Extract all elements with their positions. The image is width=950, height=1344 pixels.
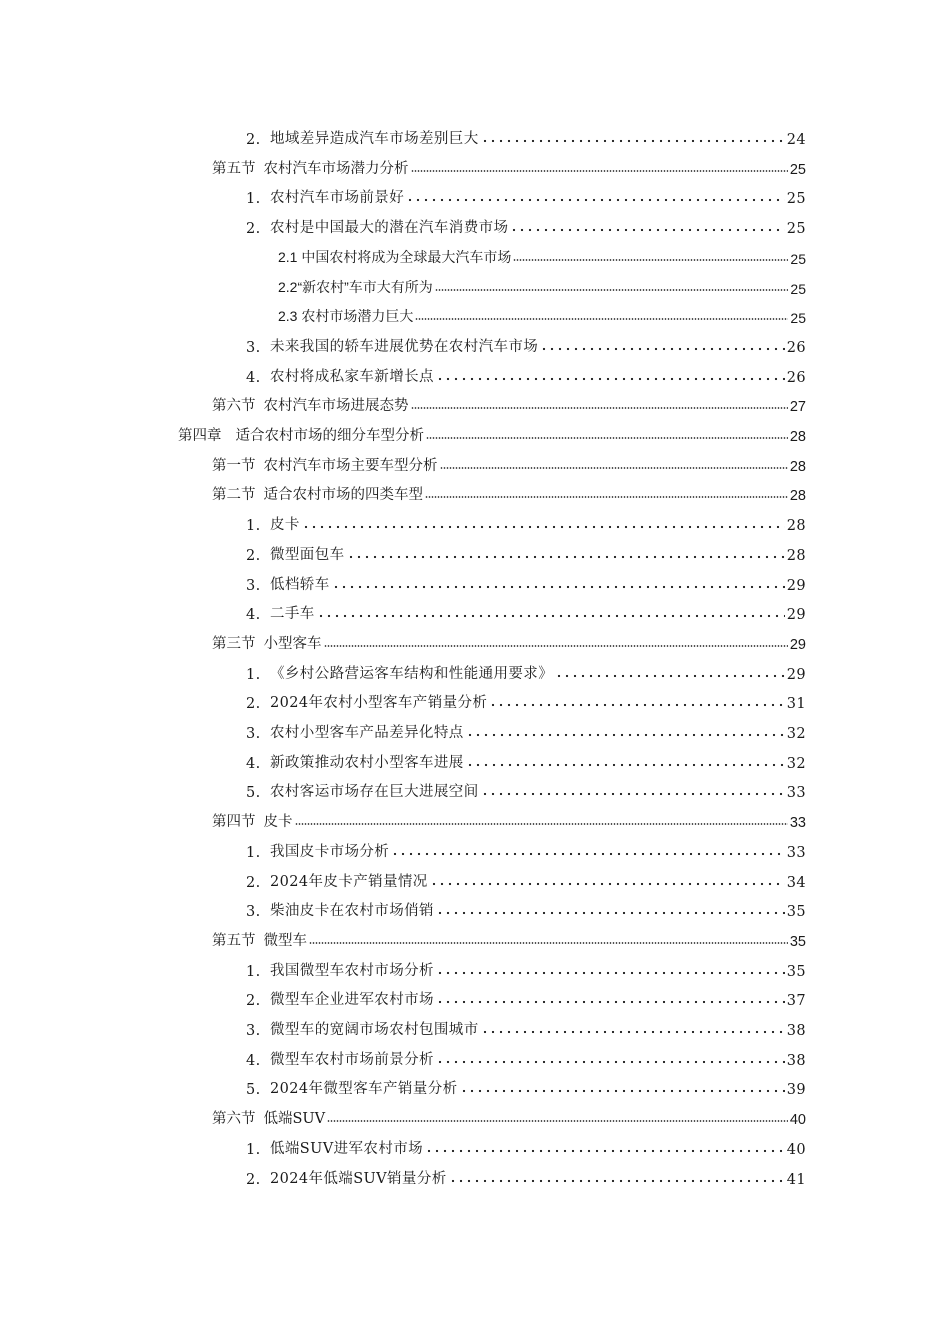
dot-leader — [415, 316, 788, 322]
toc-page-number: 38 — [786, 1023, 806, 1039]
toc-entry-title: 适合农村市场的四类车型 — [263, 487, 423, 503]
toc-page-number: 26 — [786, 370, 806, 386]
toc-entry-number: 1. — [246, 667, 261, 683]
toc-page-number: 32 — [786, 726, 806, 742]
toc-entry-number: 5. — [246, 785, 261, 801]
dot-leader — [489, 702, 784, 708]
toc-entry-title: 2024年皮卡产销量情况 — [270, 874, 428, 890]
dot-leader — [436, 970, 785, 976]
toc-item-entry[interactable] — [246, 542, 806, 564]
toc-item-entry[interactable] — [246, 572, 806, 594]
toc-entry-title: 2.1 中国农村将成为全球最大汽车市场 — [278, 249, 512, 265]
toc-entry-number: 第五节 — [212, 161, 256, 177]
dot-leader — [466, 762, 785, 768]
toc-entry-number: 第六节 — [212, 398, 256, 414]
toc-entry-number: 4. — [246, 607, 261, 623]
toc-entry-number: 2. — [246, 696, 261, 712]
toc-entry-number: 1. — [246, 191, 261, 207]
toc-page-number: 24 — [786, 132, 806, 148]
toc-entry-number: 2. — [246, 132, 261, 148]
toc-entry-title: 农村小型客车产品差异化特点 — [270, 725, 464, 741]
toc-entry-number: 第一节 — [212, 458, 256, 474]
toc-page-number: 38 — [786, 1053, 806, 1069]
toc-item-entry[interactable] — [246, 126, 806, 148]
toc-item-entry[interactable] — [246, 1136, 806, 1158]
toc-page-number: 26 — [786, 340, 806, 356]
toc-entry-number: 第三节 — [212, 636, 256, 652]
toc-entry-title: 2.3 农村市场潜力巨大 — [278, 308, 414, 324]
dot-leader — [436, 910, 785, 916]
toc-page-number: 29 — [786, 607, 806, 623]
dot-leader — [436, 376, 785, 382]
toc-entry-number: 2. — [246, 993, 261, 1009]
dot-leader — [513, 257, 788, 263]
toc-page-number: 40 — [786, 1142, 806, 1158]
toc-item-entry[interactable] — [246, 750, 806, 772]
toc-entry-number: 4. — [246, 1053, 261, 1069]
toc-entry-title: 未来我国的轿车进展优势在农村汽车市场 — [270, 339, 539, 355]
toc-entry-title: 微型车的宽阔市场农村包围城市 — [270, 1022, 479, 1038]
toc-entry-title: 新政策推动农村小型客车进展 — [270, 755, 464, 771]
toc-entry-title: 农村将成私家车新增长点 — [270, 369, 434, 385]
toc-item-entry[interactable] — [246, 601, 806, 623]
toc-entry-number: 2. — [246, 875, 261, 891]
toc-page-number: 32 — [786, 756, 806, 772]
toc-item-entry[interactable] — [246, 1047, 806, 1069]
toc-entry-title: 农村汽车市场进展态势 — [263, 398, 409, 414]
dot-leader — [425, 494, 788, 500]
toc-page-number: 27 — [789, 399, 806, 415]
toc-item-entry[interactable] — [246, 215, 806, 237]
toc-section-entry[interactable] — [212, 809, 806, 831]
toc-entry-title: 低档轿车 — [270, 577, 330, 593]
toc-entry-number: 2. — [246, 1172, 261, 1188]
toc-item-entry[interactable] — [246, 958, 806, 980]
dot-leader — [436, 1059, 785, 1065]
toc-entry-title: 地域差异造成汽车市场差别巨大 — [270, 131, 479, 147]
toc-entry-number: 4. — [246, 370, 261, 386]
toc-entry-number: 1. — [246, 1142, 261, 1158]
dot-leader — [435, 287, 789, 293]
toc-page-number: 40 — [789, 1112, 806, 1128]
toc-page-number: 29 — [786, 667, 806, 683]
toc-entry-number: 5. — [246, 1082, 261, 1098]
toc-entry-number: 第四章 — [178, 428, 222, 444]
toc-item-entry[interactable] — [246, 690, 806, 712]
dot-leader — [425, 1148, 785, 1154]
toc-section-entry[interactable] — [212, 1106, 806, 1128]
toc-entry-title: 农村汽车市场前景好 — [270, 190, 405, 206]
toc-item-entry[interactable] — [246, 839, 806, 861]
dot-leader — [510, 227, 784, 233]
toc-section-entry[interactable] — [212, 453, 806, 475]
toc-entry-title: 微型车 — [263, 933, 307, 949]
toc-entry-title: 2024年低端SUV销量分析 — [270, 1171, 447, 1187]
dot-leader — [391, 851, 785, 857]
toc-entry-title: 农村是中国最大的潜在汽车消费市场 — [270, 220, 509, 236]
dot-leader — [317, 613, 785, 619]
toc-entry-number: 2. — [246, 221, 261, 237]
toc-page-number: 25 — [790, 251, 806, 267]
toc-page-number: 28 — [789, 429, 806, 445]
toc-entry-title: 二手车 — [270, 606, 315, 622]
dot-leader — [324, 643, 788, 649]
toc-item-entry[interactable] — [246, 1076, 806, 1098]
dot-leader — [309, 940, 788, 946]
toc-page-number: 33 — [786, 785, 806, 801]
toc-entry-title: 2024年农村小型客车产销量分析 — [270, 695, 488, 711]
dot-leader — [460, 1088, 785, 1094]
dot-leader — [430, 881, 785, 887]
toc-entry-title: 柴油皮卡在农村市场俏销 — [270, 903, 434, 919]
toc-entry-title: 我国微型车农村市场分析 — [270, 963, 434, 979]
toc-page-number: 34 — [786, 875, 806, 891]
toc-page-number: 35 — [786, 904, 806, 920]
toc-entry-title: 微型车企业进军农村市场 — [270, 992, 434, 1008]
toc-page-number: 25 — [790, 281, 806, 297]
toc-section-entry[interactable] — [212, 156, 806, 178]
toc-entry-number: 1. — [246, 964, 261, 980]
toc-page-number: 39 — [786, 1082, 806, 1098]
toc-entry-number: 第四节 — [212, 814, 256, 830]
toc-entry-title: 低端SUV进军农村市场 — [270, 1141, 424, 1157]
toc-item-entry[interactable] — [246, 720, 806, 742]
dot-leader — [332, 584, 785, 590]
toc-entry-number: 3. — [246, 904, 261, 920]
dot-leader — [481, 1029, 785, 1035]
toc-item-entry[interactable] — [246, 661, 806, 683]
dot-leader — [411, 405, 788, 411]
toc-entry-title: 小型客车 — [263, 636, 322, 652]
toc-section-entry[interactable] — [212, 482, 806, 504]
toc-entry-number: 第五节 — [212, 933, 256, 949]
toc-section-entry[interactable] — [212, 631, 806, 653]
dot-leader — [555, 673, 785, 679]
toc-page-number: 28 — [789, 459, 806, 475]
toc-entry-number: 3. — [246, 340, 261, 356]
dot-leader — [411, 168, 788, 174]
dot-leader — [481, 791, 785, 797]
dot-leader — [347, 554, 785, 560]
toc-entry-number: 3. — [246, 1023, 261, 1039]
dot-leader — [426, 435, 788, 441]
toc-section-entry[interactable] — [212, 928, 806, 950]
toc-page-number: 25 — [786, 191, 806, 207]
toc-entry-number: 3. — [246, 726, 261, 742]
toc-entry-number: 第二节 — [212, 487, 256, 503]
toc-sub-entry[interactable] — [278, 304, 806, 326]
toc-entry-title: 农村汽车市场潜力分析 — [263, 161, 409, 177]
dot-leader — [406, 197, 785, 203]
toc-page-number: 25 — [786, 221, 806, 237]
toc-page-number: 25 — [789, 162, 806, 178]
dot-leader — [481, 138, 785, 144]
toc-item-entry[interactable] — [246, 334, 806, 356]
toc-page-number: 37 — [786, 993, 806, 1009]
toc-page-number: 41 — [786, 1172, 806, 1188]
toc-entry-title: 皮卡 — [263, 814, 293, 830]
toc-section-entry[interactable] — [212, 393, 806, 415]
toc-entry-title: 皮卡 — [270, 517, 300, 533]
toc-entry-title: 农村客运市场存在巨大进展空间 — [270, 784, 479, 800]
toc-entry-number: 2. — [246, 548, 261, 564]
toc-entry-title: 《乡村公路营运客车结构和性能通用要求》 — [270, 666, 554, 682]
toc-item-entry[interactable] — [246, 779, 806, 801]
toc-entry-number: 3. — [246, 578, 261, 594]
toc-item-entry[interactable] — [246, 185, 806, 207]
toc-entry-title: 2.2“新农村”车市大有所为 — [278, 279, 433, 295]
toc-page-number: 35 — [786, 964, 806, 980]
toc-item-entry[interactable] — [246, 987, 806, 1009]
toc-page-number: 28 — [786, 548, 806, 564]
toc-page-number: 25 — [790, 310, 806, 326]
dot-leader — [327, 1118, 788, 1124]
toc-page-number: 29 — [789, 637, 806, 653]
dot-leader — [440, 465, 788, 471]
toc-entry-title: 我国皮卡市场分析 — [270, 844, 390, 860]
toc-page-number: 33 — [786, 845, 806, 861]
toc-chapter-entry[interactable] — [178, 423, 806, 445]
toc-entry-number: 4. — [246, 756, 261, 772]
toc-item-entry[interactable] — [246, 1166, 806, 1188]
toc-entry-title: 微型车农村市场前景分析 — [270, 1052, 434, 1068]
dot-leader — [302, 524, 785, 530]
toc-page-number: 28 — [786, 518, 806, 534]
toc-item-entry[interactable] — [246, 364, 806, 386]
dot-leader — [436, 999, 785, 1005]
toc-page-number: 29 — [786, 578, 806, 594]
toc-entry-title: 适合农村市场的细分车型分析 — [235, 428, 424, 444]
toc-entry-title: 低端SUV — [263, 1111, 326, 1127]
toc-item-entry[interactable] — [246, 898, 806, 920]
toc-page-number: 35 — [789, 934, 806, 950]
toc-sub-entry[interactable] — [278, 275, 806, 297]
dot-leader — [466, 732, 785, 738]
dot-leader — [449, 1178, 785, 1184]
toc-entry-title: 农村汽车市场主要车型分析 — [263, 458, 438, 474]
toc-entry-title: 2024年微型客车产销量分析 — [270, 1081, 458, 1097]
toc-page-number: 31 — [786, 696, 806, 712]
toc-item-entry[interactable] — [246, 1017, 806, 1039]
toc-page-number: 28 — [789, 488, 806, 504]
toc-item-entry[interactable] — [246, 512, 806, 534]
toc-entry-number: 第六节 — [212, 1111, 256, 1127]
toc-entry-number: 1. — [246, 518, 261, 534]
dot-leader — [295, 821, 788, 827]
toc-item-entry[interactable] — [246, 869, 806, 891]
dot-leader — [540, 346, 785, 352]
toc-page-number: 33 — [789, 815, 806, 831]
toc-entry-number: 1. — [246, 845, 261, 861]
toc-entry-title: 微型面包车 — [270, 547, 345, 563]
toc-sub-entry[interactable] — [278, 245, 806, 267]
